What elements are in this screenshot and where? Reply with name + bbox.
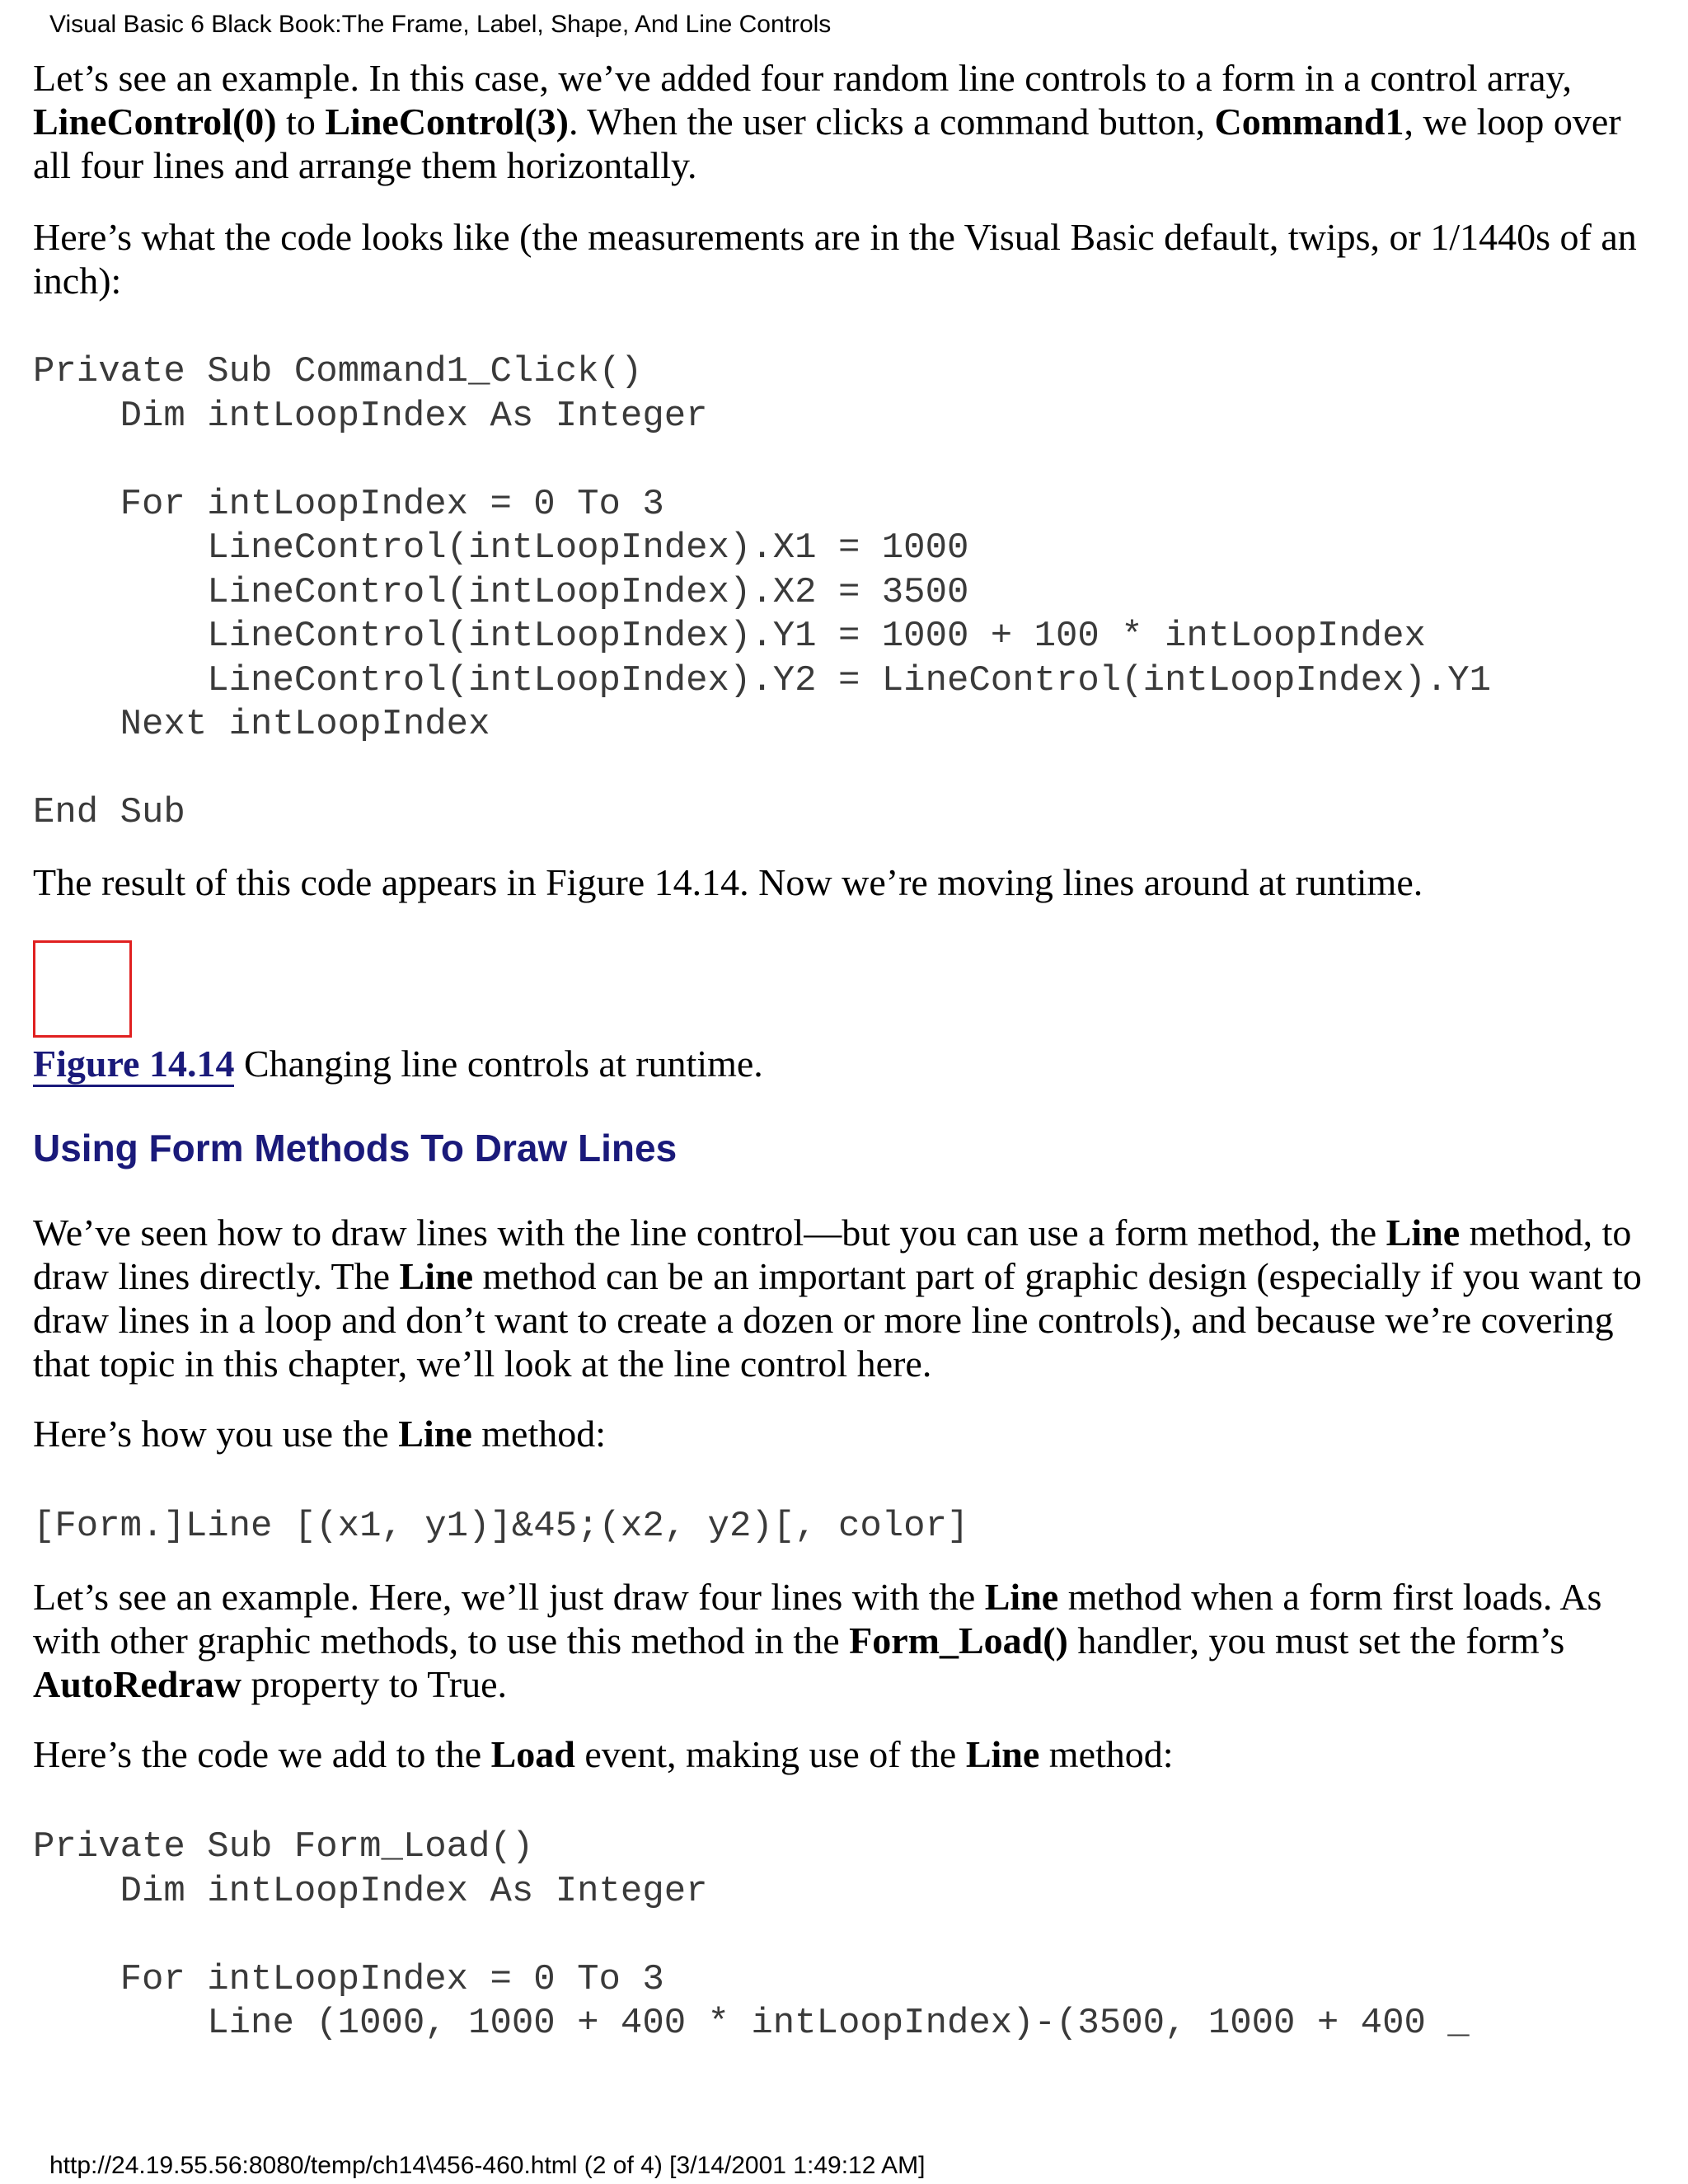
- line-method-paragraph: We’ve seen how to draw lines with the line control—but you can use a form method, the Line method, to draw lines directly. The Line method can be an important part of graphic design (especially if you want to draw lines in a loop and don’t want to create a dozen or more line controls), and because we’re covering that topic in this chapter, we’ll look at the line control here.: [33, 1211, 1642, 1385]
- figure-caption-text: Changing line controls at runtime.: [243, 1042, 763, 1085]
- example-paragraph: Let’s see an example. Here, we’ll just draw four lines with the Line method when a form first loads. As with other graphic methods, to use this method in the Form_Load() handler, you must set the form’s AutoRedraw property to True.: [33, 1576, 1602, 1705]
- figure-image-placeholder: [33, 940, 132, 1038]
- result-paragraph: The result of this code appears in Figure 14.14. Now we’re moving lines around at runtime.: [33, 860, 1423, 903]
- figure-link[interactable]: Figure 14.14: [33, 1043, 234, 1087]
- load-event-paragraph: Here’s the code we add to the Load event, making use of the Line method:: [33, 1733, 1174, 1775]
- page-header: Visual Basic 6 Black Book:The Frame, Label, Shape, And Line Controls: [49, 11, 832, 38]
- syntax-intro-paragraph: Here’s how you use the Line method:: [33, 1412, 607, 1455]
- code-block-syntax: [Form.]Line [(x1, y1)]&45;(x2, y2)[, color]: [33, 1505, 969, 1547]
- intro-paragraph: Let’s see an example. In this case, we’ve added four random line controls to a form in a control array, LineControl(0) to LineControl(3). When the user clicks a command button, Command1, we loop over all four lines and arrange them horizontally.: [33, 57, 1621, 186]
- figure-caption: [33, 1041, 1665, 1087]
- code-block-form-load: Private Sub Form_Load() Dim intLoopIndex As Integer For intLoopIndex = 0 To 3 Line (1000, 1000 + 400 * intLoopIndex)-(3500, 1000 + 400 _: [33, 1826, 1470, 2044]
- section-heading: Using Form Methods To Draw Lines: [33, 1126, 678, 1169]
- page-footer: http://24.19.55.56:8080/temp/ch14\456-460.html (2 of 4) [3/14/2001 1:49:12 AM]: [49, 2152, 926, 2179]
- page-content: [33, 56, 1665, 2046]
- code-block-command1-click: Private Sub Command1_Click() Dim intLoopIndex As Integer For intLoopIndex = 0 To 3 LineControl(intLoopIndex).X1 = 1000 LineControl(intLoopIndex).X2 = 3500 LineControl(intLoopIndex).Y1 = 1000 + 100 * intLoopIndex LineControl(intLoopIndex).Y2 = LineControl(intLoopIndex).Y1 Next intLoopIndex End Sub: [33, 351, 1492, 833]
- code-intro-paragraph: Here’s what the code looks like (the measurements are in the Visual Basic default, twips, or 1/1440s of an inch):: [33, 216, 1637, 302]
